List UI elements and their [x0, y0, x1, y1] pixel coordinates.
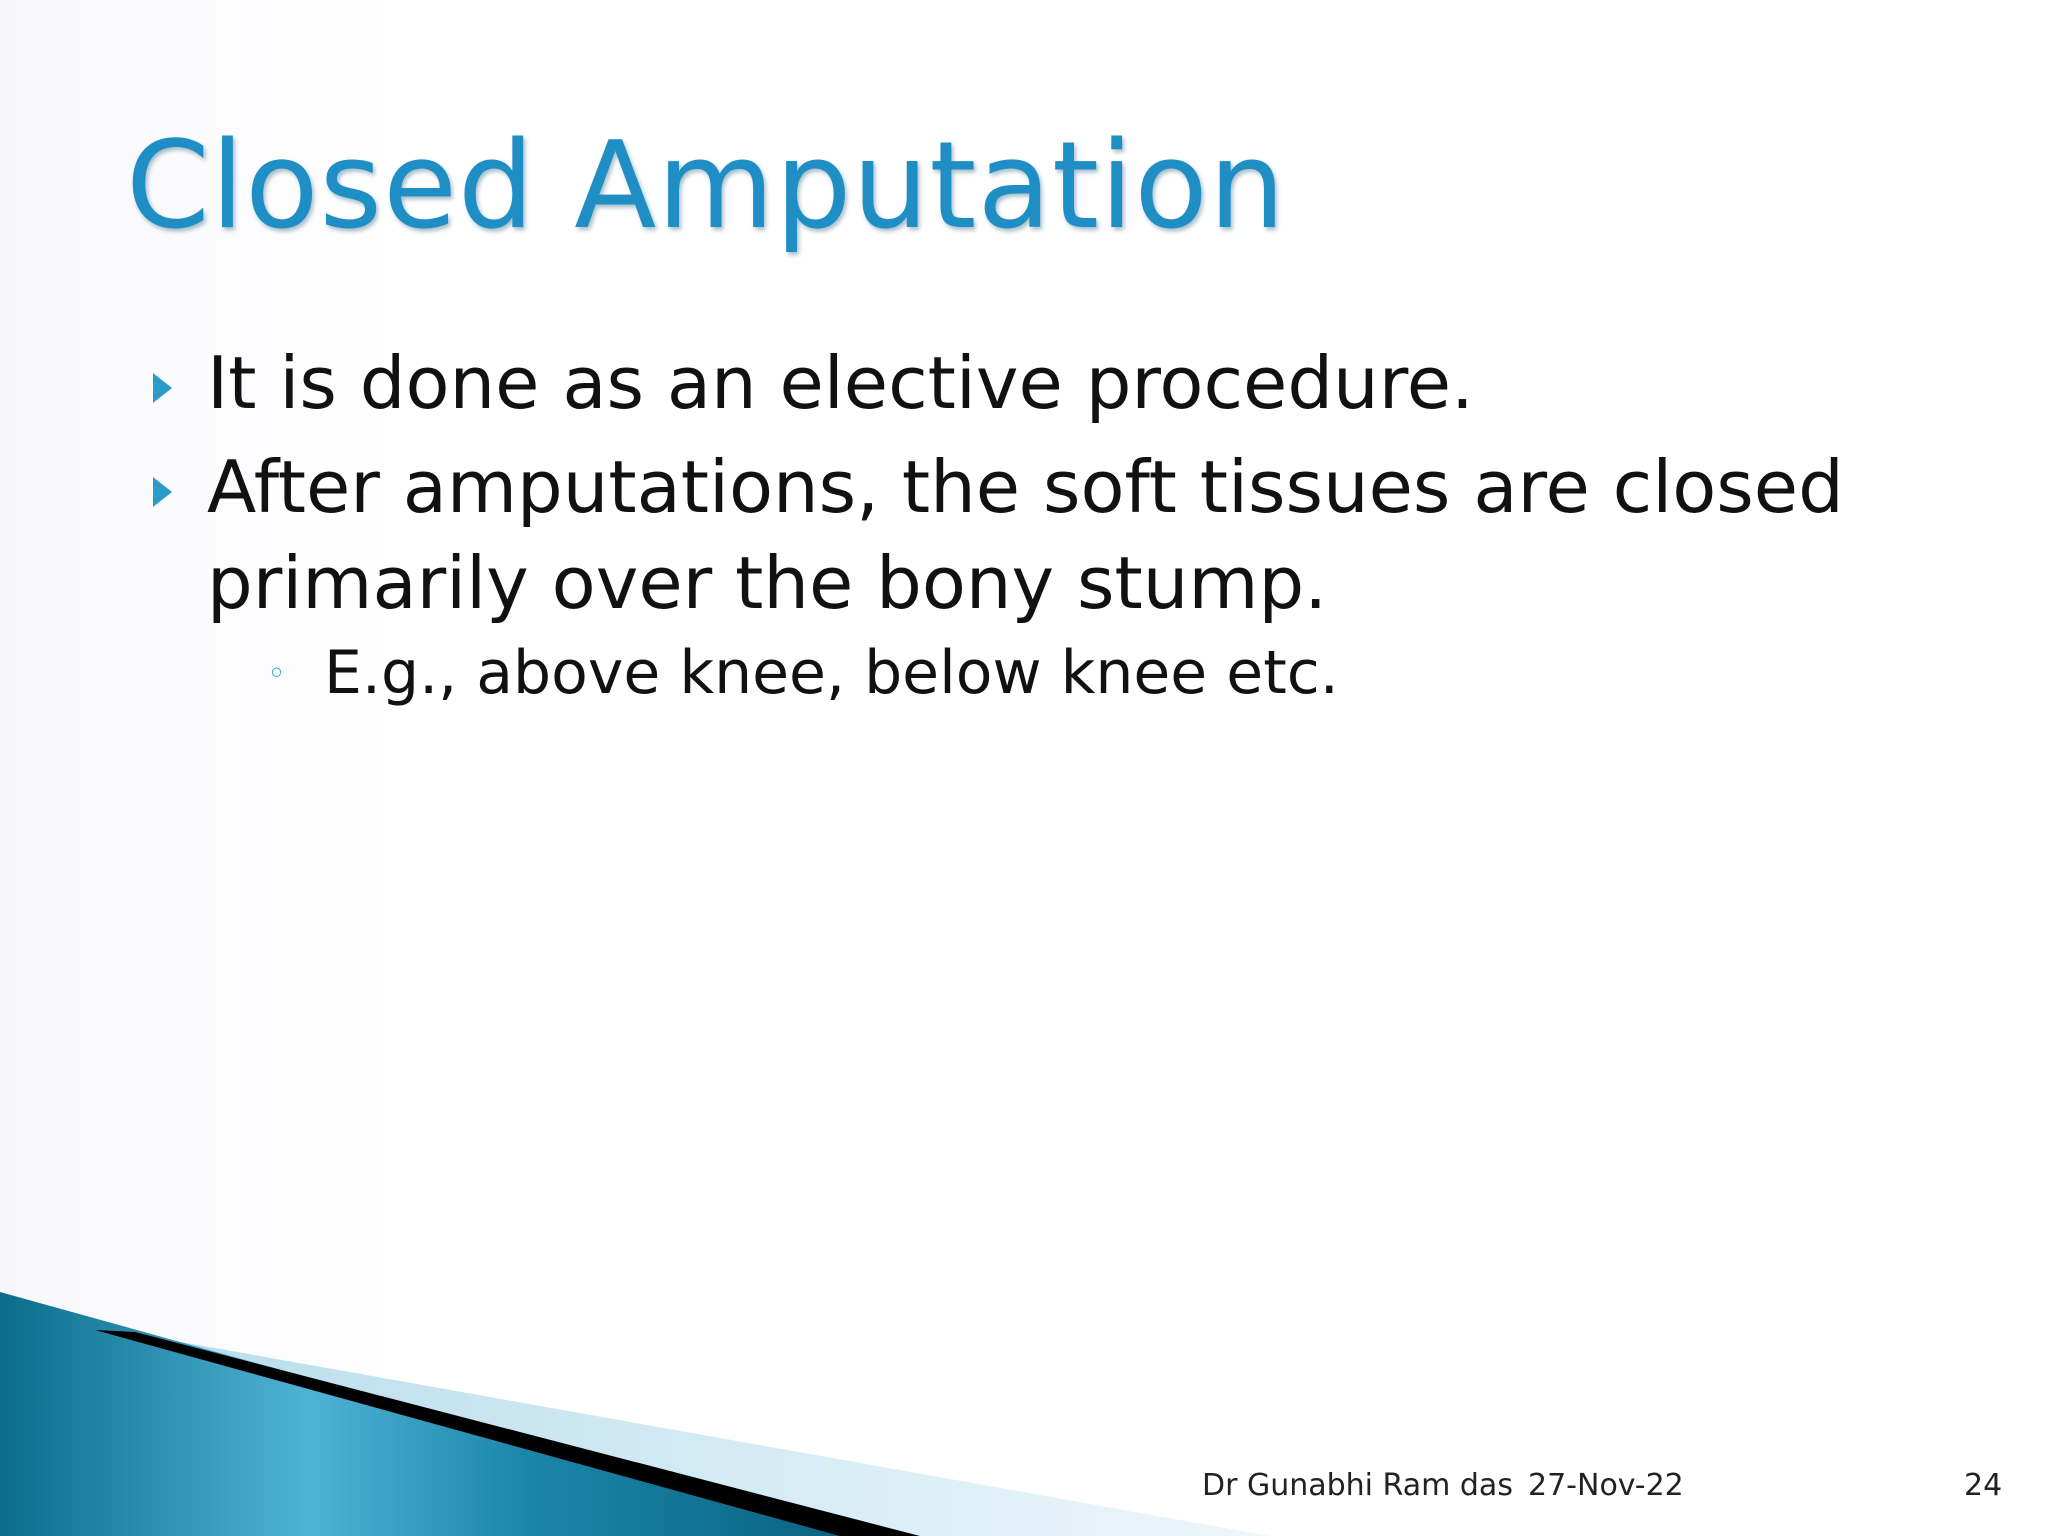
bullet-text: After amputations, the soft tissues are closed primarily over the bony stump. [207, 445, 1844, 625]
footer-author: Dr Gunabhi Ram das [1202, 1468, 1513, 1503]
bullet-arrow-icon [153, 373, 172, 403]
slide-title: Closed Amputation [126, 117, 1286, 256]
hollow-circle-icon: ◦ [267, 654, 286, 692]
decorative-swoosh-graphic [0, 1280, 2048, 1536]
sub-bullet-item [267, 631, 1950, 715]
sub-bullet-text: E.g., above knee, below knee etc. [324, 638, 1339, 708]
bullet-text: It is done as an elective procedure. [207, 341, 1474, 425]
footer-page-number: 24 [1964, 1468, 2003, 1503]
sub-bullet-list [207, 631, 1950, 715]
bullet-item [150, 439, 1950, 715]
bullet-item [150, 335, 1950, 431]
bullet-arrow-icon [153, 477, 172, 507]
footer-date: 27-Nov-22 [1528, 1468, 1684, 1503]
bullet-list [150, 335, 1950, 723]
